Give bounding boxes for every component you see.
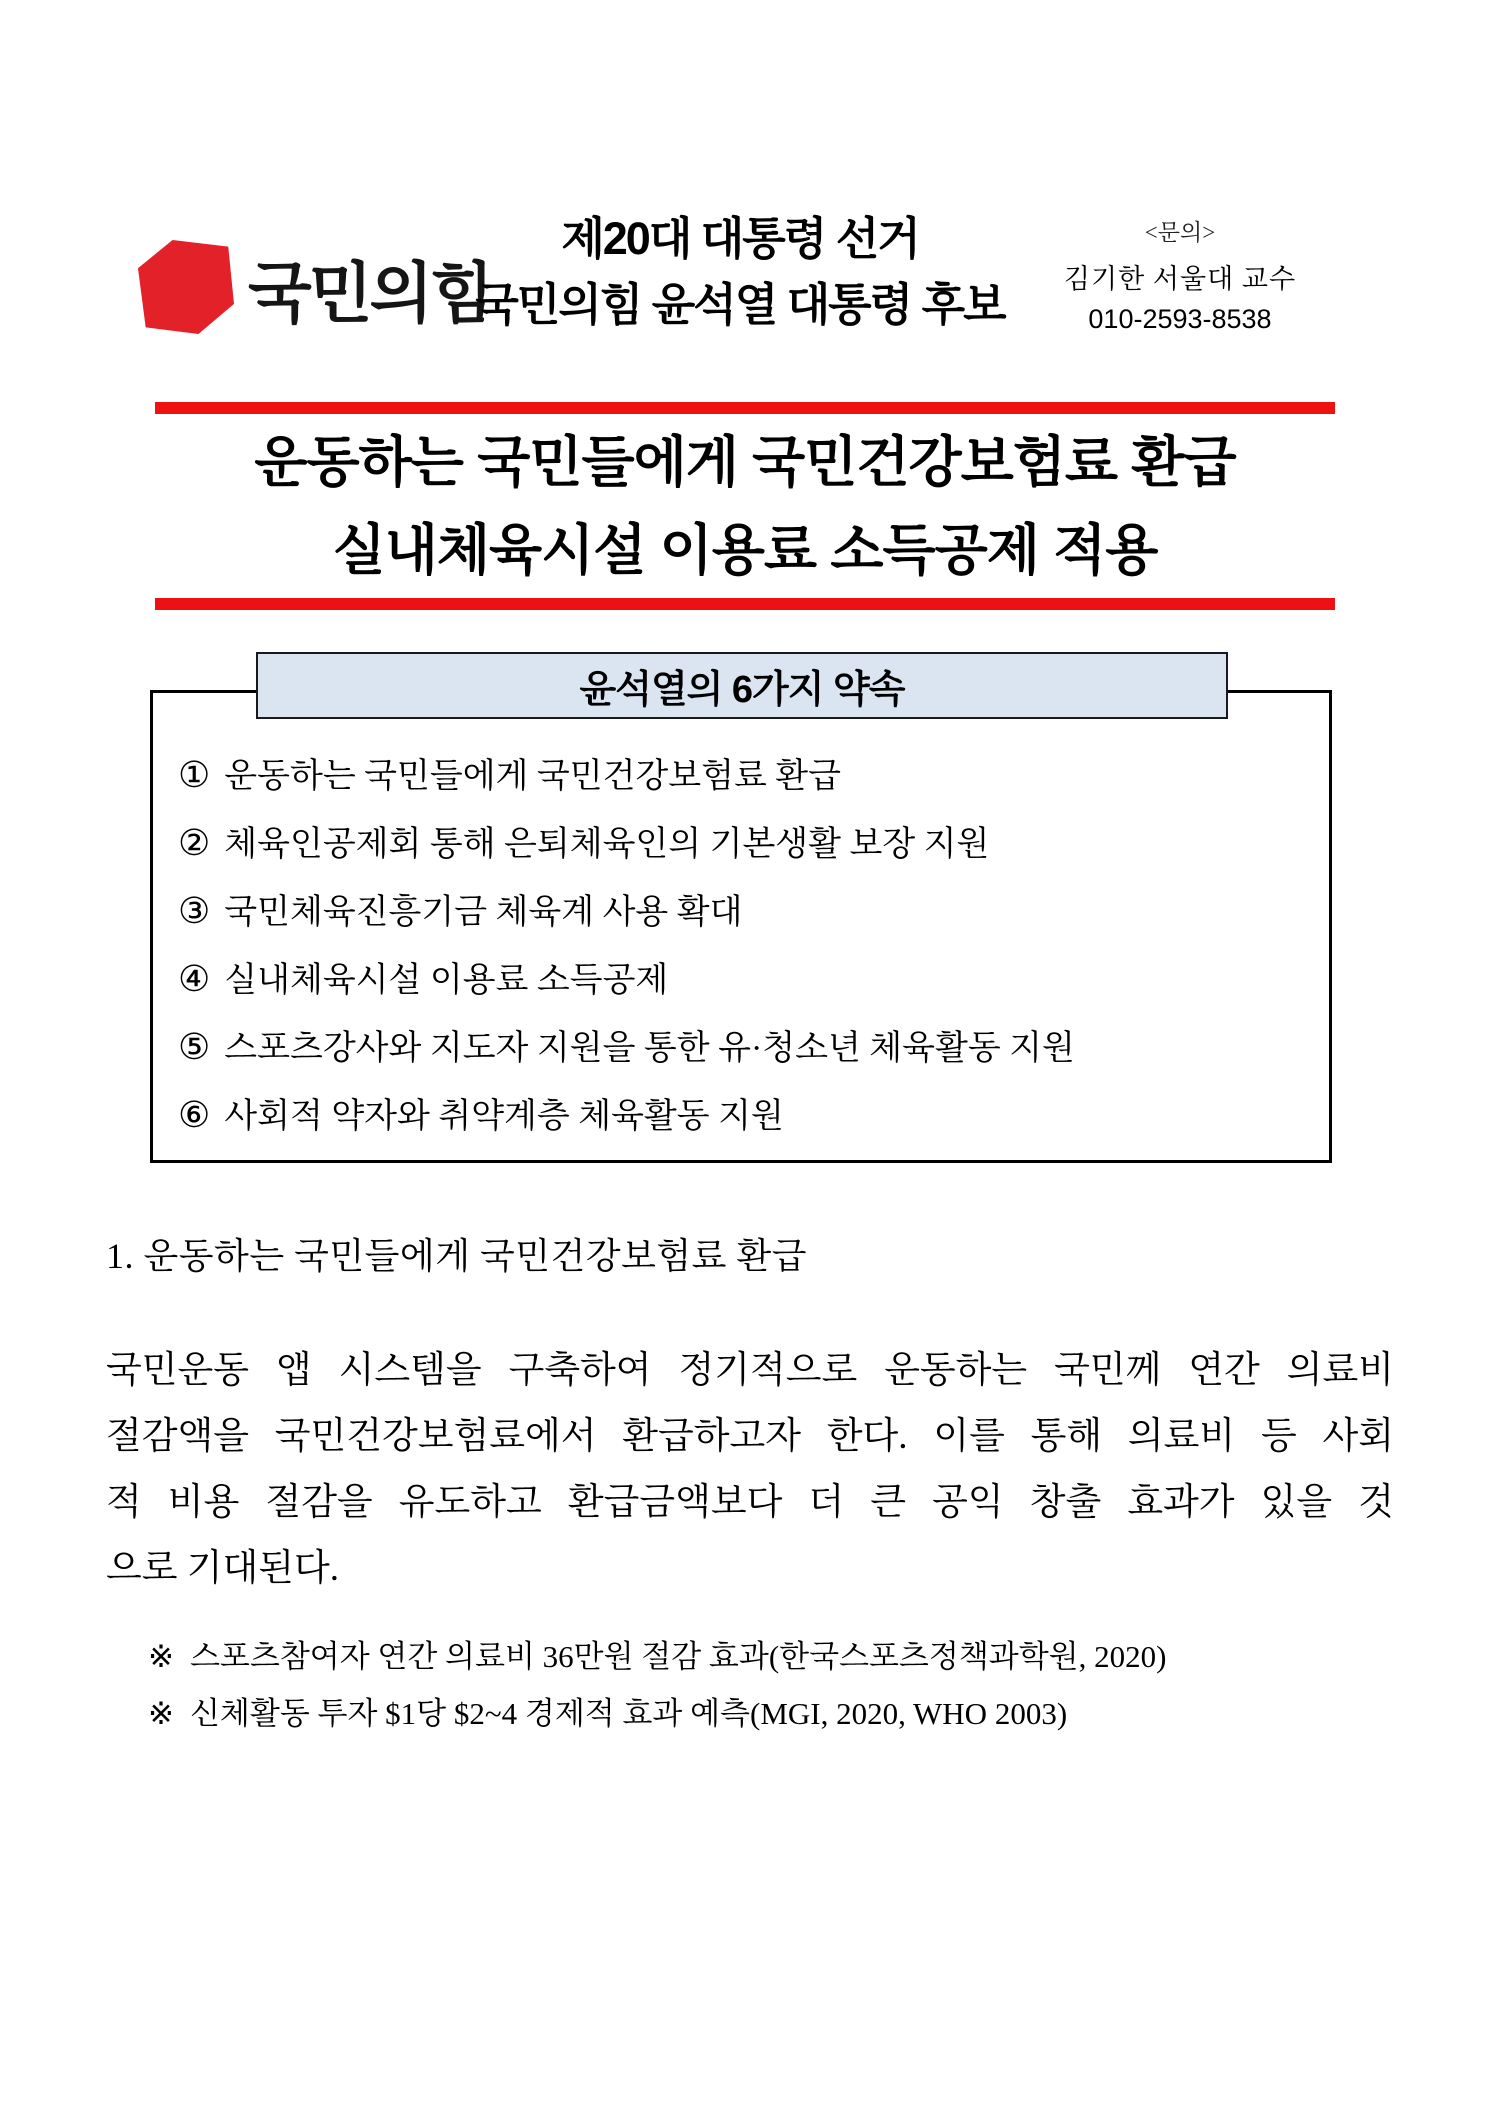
footnote-text: 스포츠참여자 연간 의료비 36만원 절감 효과(한국스포츠정책과학원, 2020) [189, 1639, 1167, 1674]
promise-item-text: 운동하는 국민들에게 국민건강보험료 환급 [224, 758, 841, 795]
promise-item-6 [178, 1082, 1318, 1150]
promise-item-3 [178, 878, 1318, 946]
footnote-1 [148, 1628, 1398, 1685]
circled-number-5: ⑤ [178, 1027, 211, 1067]
circled-number-3: ③ [178, 891, 211, 931]
circled-number-1: ① [178, 755, 211, 795]
body-line-4: 으로 기대된다. [106, 1548, 339, 1589]
contact-phone: 010-2593-8538 [1088, 304, 1272, 334]
circled-number-4: ④ [178, 959, 211, 999]
promise-item-text: 체육인공제회 통해 은퇴체육인의 기본생활 보장 지원 [224, 826, 990, 863]
contact-label: <문의> [1144, 220, 1216, 245]
party-logo-icon [138, 240, 234, 334]
contact-block [1000, 214, 1360, 335]
promise-item-4 [178, 946, 1318, 1014]
headline-bottom-rule [155, 598, 1335, 610]
footnote-text: 신체활동 투자 $1당 $2~4 경제적 효과 예측(MGI, 2020, WHO 2003) [189, 1696, 1068, 1731]
promise-item-text: 실내체육시설 이용료 소득공제 [224, 962, 669, 999]
reference-mark-icon: ※ [148, 1639, 174, 1674]
promise-item-text: 국민체육진흥기금 체육계 사용 확대 [224, 894, 743, 931]
contact-name: 김기한 서울대 교수 [1063, 264, 1297, 294]
footnotes [148, 1628, 1398, 1742]
circled-number-2: ② [178, 823, 211, 863]
headline-top-rule [155, 402, 1335, 414]
headline [125, 418, 1365, 594]
election-title-line: 제20대 대통령 선거 [561, 213, 919, 264]
circled-number-6: ⑥ [178, 1095, 211, 1135]
footnote-2 [148, 1685, 1398, 1742]
promise-item-5 [178, 1014, 1318, 1082]
promise-item-1 [178, 742, 1318, 810]
headline-line-1: 운동하는 국민들에게 국민건강보험료 환급 [254, 431, 1236, 493]
section-heading: 1. 운동하는 국민들에게 국민건강보험료 환급 [106, 1236, 807, 1276]
body-line-3: 적 비용 절감을 유도하고 환급금액보다 더 큰 공익 창출 효과가 있을 것 [106, 1482, 1394, 1523]
promise-item-2 [178, 810, 1318, 878]
body-line-1: 국민운동 앱 시스템을 구축하여 정기적으로 운동하는 국민께 연간 의료비 [106, 1350, 1394, 1391]
promise-box-header: 윤석열의 6가지 약속 [256, 652, 1228, 719]
promise-item-text: 사회적 약자와 취약계층 체육활동 지원 [224, 1098, 784, 1135]
body-line-2: 절감액을 국민건강보험료에서 환급하고자 한다. 이를 통해 의료비 등 사회 [106, 1416, 1394, 1457]
document-header-title [400, 206, 1080, 338]
reference-mark-icon: ※ [148, 1696, 174, 1731]
candidate-title-line: 국민의힘 윤석열 대통령 후보 [475, 279, 1005, 330]
promise-list [178, 742, 1318, 1150]
body-paragraph [106, 1338, 1394, 1602]
promise-item-text: 스포츠강사와 지도자 지원을 통한 유·청소년 체육활동 지원 [224, 1030, 1075, 1067]
headline-line-2: 실내체육시설 이용료 소득공제 적용 [332, 519, 1158, 581]
party-logo-text: 국민의힘 [248, 255, 492, 330]
